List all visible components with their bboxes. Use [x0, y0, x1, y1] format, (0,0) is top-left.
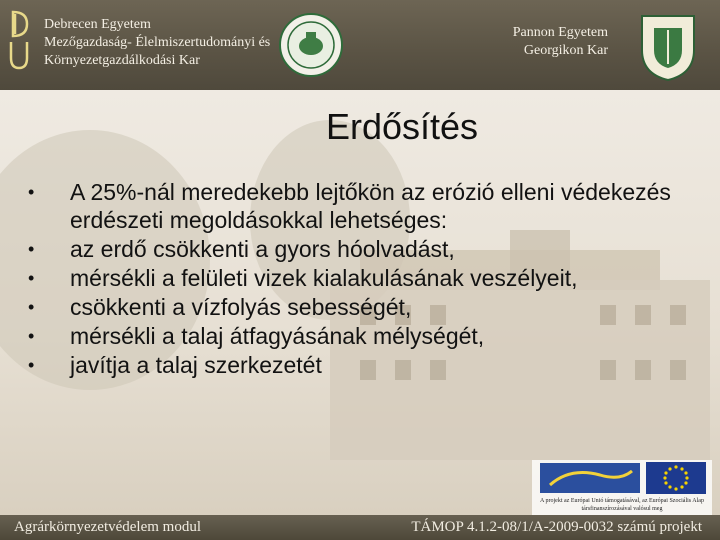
eu-funding-note: A projekt az Európai Unió támogatásával, az Európai Szociális Alap társfinanszírozásával valósul meg [540, 498, 704, 512]
partner-university-name [500, 24, 608, 60]
partner-name-line-2: Georgikon Kar [523, 43, 608, 58]
bullet-icon: • [28, 182, 35, 202]
bullet-text: mérsékli a talaj átfagyásának mélységét, [70, 323, 485, 349]
bullet-text: csökkenti a vízfolyás sebességét, [70, 294, 412, 320]
bullet-text: az erdő csökkenti a gyors hóolvadást, [70, 236, 455, 262]
bullet-icon: • [28, 297, 35, 317]
partner-name-line-1: Pannon Egyetem [512, 25, 608, 40]
bullet-item [22, 351, 702, 379]
slide-title [0, 106, 720, 148]
georgikon-crest-icon [634, 10, 702, 82]
bullet-text: A 25%-nál meredekebb lejtőkön az erózió elleni védekezés erdészeti megoldásokkal lehetséges: [70, 179, 671, 233]
footer-bar [0, 515, 720, 540]
footer-module-name: Agrárkörnyezetvédelem modul [14, 519, 202, 535]
university-name [44, 16, 270, 70]
bullet-item [22, 178, 702, 234]
university-logo-icon [5, 8, 35, 72]
bullet-text: mérsékli a felületi vizek kialakulásának veszélyeit, [70, 265, 578, 291]
bullet-icon: • [28, 239, 35, 259]
university-name-line-2: Mezőgazdaság- Élelmiszertudományi és [44, 35, 271, 50]
university-name-line-3: Környezetgazdálkodási Kar [44, 53, 200, 68]
new-hungary-logo-icon [540, 463, 640, 493]
bullet-icon: • [28, 326, 35, 346]
header-banner [0, 0, 720, 90]
footer-project-id: TÁMOP 4.1.2-08/1/A-2009-0032 számú projekt [411, 519, 702, 535]
bullet-item [22, 235, 702, 263]
slide-title-text: Erdősítés [325, 106, 479, 147]
bullet-text: javítja a talaj szerkezetét [70, 352, 322, 378]
bullet-icon: • [28, 268, 35, 288]
university-name-line-1: Debrecen Egyetem [44, 17, 151, 32]
bullet-item [22, 264, 702, 292]
bullet-list [22, 178, 702, 380]
faculty-seal-icon [278, 12, 344, 78]
eu-flag-icon [646, 462, 706, 494]
bullet-item [22, 322, 702, 350]
bullet-item [22, 293, 702, 321]
bullet-icon: • [28, 355, 35, 375]
